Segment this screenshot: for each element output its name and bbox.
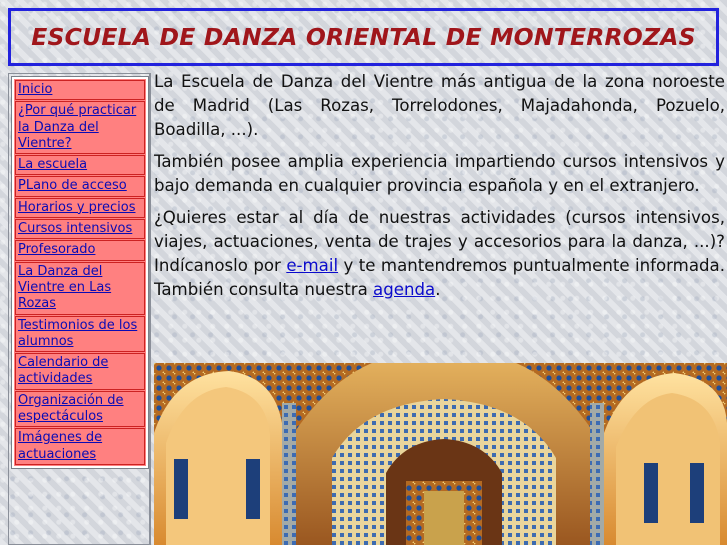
sidebar-item-la-escuela[interactable]: La escuela [15,155,145,175]
sidebar-item-calendario[interactable]: Calendario de actividades [15,353,145,390]
email-link[interactable]: e-mail [286,255,339,275]
site-header [8,8,719,66]
sidebar-item-por-que[interactable]: ¿Por qué practicar la Danza del Vientre? [15,101,145,154]
site-title: ESCUELA DE DANZA ORIENTAL DE MONTERROZAS [31,23,696,51]
sidebar-item-imagenes[interactable]: Imágenes de actuaciones [15,428,145,465]
newsletter-text-start: ¿Quieres estar al día de nuestras actividades (cursos intensivos, viajes, actuaciones, venta de trajes y accesorios para la danza, ...)? Indícanoslo por [154,208,725,275]
sidebar-item-las-rozas[interactable]: La Danza del Vientre en Las Rozas [15,262,145,315]
sidebar-item-espectaculos[interactable]: Organización de espectáculos [15,391,145,428]
sidebar [8,73,151,545]
sidebar-item-testimonios[interactable]: Testimonios de los alumnos [15,316,145,353]
sidebar-item-horarios[interactable]: Horarios y precios [15,198,145,218]
palace-photo-illustration [154,363,727,545]
experience-paragraph: También posee amplia experiencia impartiendo cursos intensivos y bajo demanda en cualquier provincia española y en el extranjero. [154,151,725,195]
agenda-link[interactable]: agenda [373,279,436,299]
newsletter-text-end: . [435,279,441,299]
sidebar-menu [12,77,148,468]
sidebar-item-cursos[interactable]: Cursos intensivos [15,219,145,239]
intro-paragraph: La Escuela de Danza del Vientre más antigua de la zona noroeste de Madrid (Las Rozas, Torrelodones, Majadahonda, Pozuelo, Boadilla, ...). [154,72,725,139]
newsletter-text-middle: y te mantendremos puntualmente informada. También consulta nuestra [154,255,725,299]
palace-photo [154,363,727,545]
sidebar-item-profesorado[interactable]: Profesorado [15,240,145,260]
sidebar-item-plano[interactable]: PLano de acceso [15,176,145,196]
sidebar-item-inicio[interactable]: Inicio [15,80,145,100]
newsletter-paragraph [154,206,725,301]
main-content [154,70,725,310]
